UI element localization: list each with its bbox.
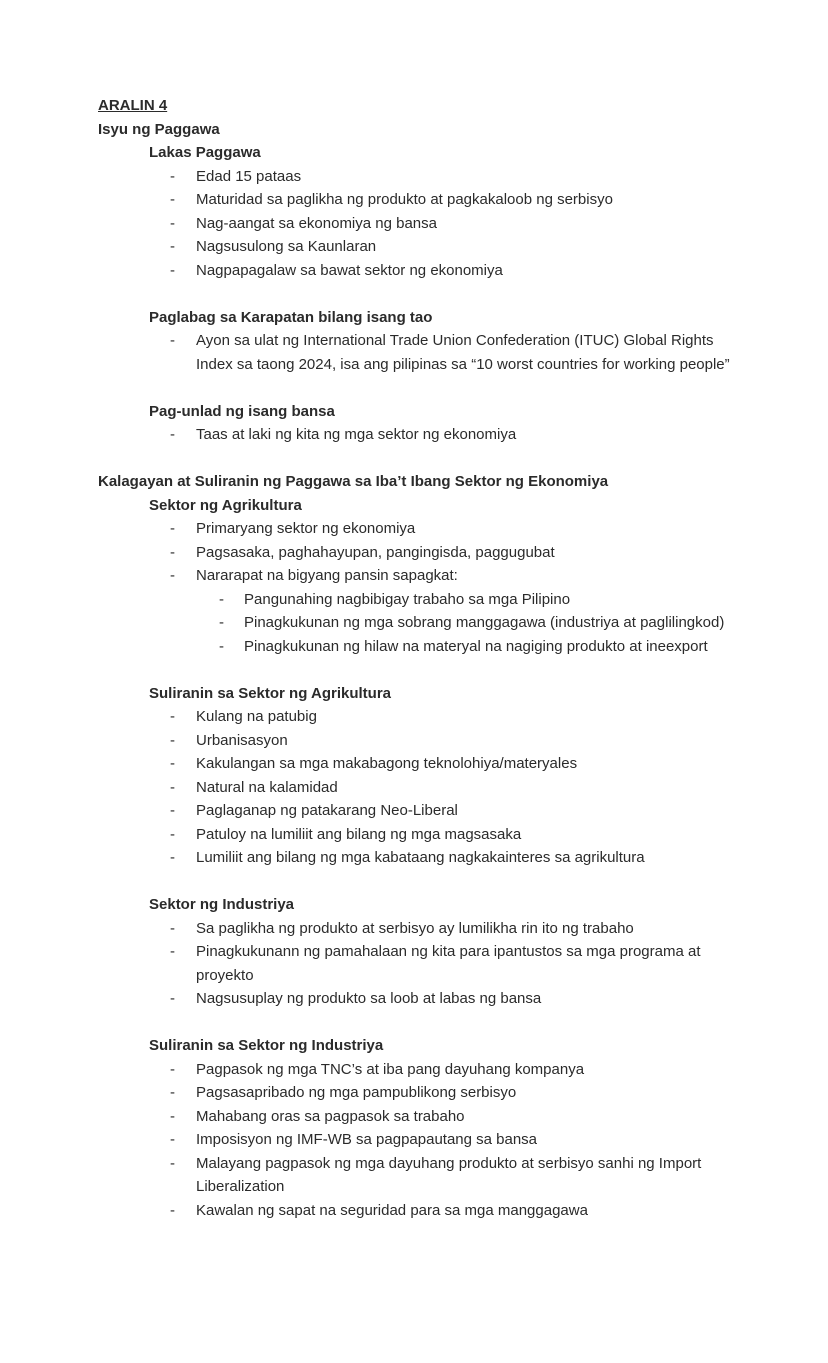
list-item-text: Taas at laki ng kita ng mga sektor ng ekonomiya — [196, 426, 517, 443]
bullet-dash: - — [170, 778, 175, 796]
list-item — [170, 917, 731, 941]
bullet-dash: - — [170, 238, 175, 255]
bullet-dash: - — [170, 520, 175, 537]
subsection-heading: Lakas Paggawa — [149, 144, 261, 161]
list-item — [170, 1199, 731, 1223]
bullet-dash: - — [170, 802, 175, 819]
list-item — [170, 423, 731, 447]
list-item-text: Nagsusulong sa Kaunlaran — [196, 238, 377, 255]
list-item — [170, 1128, 731, 1152]
list-item-text: Kawalan ng sapat na seguridad para sa mga manggagawa — [196, 1201, 588, 1219]
list-item-text: Patuloy na lumiliit ang bilang ng mga magsasaka — [196, 825, 522, 843]
list-item-text: Nag-aangat sa ekonomiya ng bansa — [196, 214, 437, 232]
list-item-text: Nagpapagalaw sa bawat sektor ng ekonomiya — [196, 261, 503, 279]
bullet-dash: - — [219, 614, 224, 631]
list-item-text: Maturidad sa paglikha ng produkto at pagkakaloob ng serbisyo — [196, 191, 613, 208]
section-heading: Isyu ng Paggawa — [98, 120, 220, 138]
list-item — [170, 705, 731, 729]
list-item-text: Malayang pagpasok ng mga dayuhang produkto at serbisyo sanhi ng Import Liberalization — [196, 1154, 702, 1195]
bullet-dash: - — [170, 214, 175, 232]
bullet-dash: - — [170, 943, 175, 960]
bullet-dash: - — [170, 1154, 175, 1172]
list-item-text: Urbanisasyon — [196, 731, 288, 749]
list-item-text: Pagsasapribado ng mga pampublikong serbisyo — [196, 1084, 517, 1101]
list-item-text: Pinagkukunan ng mga sobrang manggagawa (industriya at paglilingkod) — [244, 614, 725, 631]
bullet-dash: - — [170, 825, 175, 843]
list-item — [170, 1081, 731, 1105]
subsection-heading: Sektor ng Agrikultura — [149, 496, 302, 514]
blank-line — [0, 282, 731, 306]
list-item — [170, 823, 731, 847]
bullet-dash: - — [170, 731, 175, 749]
bullet-dash: - — [170, 1084, 175, 1101]
sub-list-item — [219, 635, 731, 659]
list-item-text: Kulang na patubig — [196, 708, 317, 725]
list-item — [170, 329, 731, 376]
blank-line — [0, 658, 731, 682]
list-item-text: Mahabang oras sa pagpasok sa trabaho — [196, 1107, 465, 1125]
bullet-dash: - — [170, 567, 175, 584]
list-item-text: Paglaganap ng patakarang Neo-Liberal — [196, 802, 458, 819]
list-item — [170, 212, 731, 236]
list-item-text: Pagsasaka, paghahayupan, pangingisda, paggugubat — [196, 543, 555, 561]
list-item — [170, 1105, 731, 1129]
bullet-dash: - — [170, 1060, 175, 1078]
list-item — [170, 799, 731, 823]
bullet-dash: - — [170, 1107, 175, 1125]
list-item — [170, 541, 731, 565]
list-item-text: Kakulangan sa mga makabagong teknolohiya/materyales — [196, 755, 578, 772]
bullet-dash: - — [170, 332, 175, 349]
list-item-text: Nararapat na bigyang pansin sapagkat: — [196, 567, 458, 584]
list-item — [170, 1058, 731, 1082]
bullet-dash: - — [170, 849, 175, 866]
list-item — [170, 752, 731, 776]
list-item-text: Sa paglikha ng produkto at serbisyo ay lumilikha rin ito ng trabaho — [196, 919, 634, 937]
subsection-heading: Suliranin sa Sektor ng Agrikultura — [149, 684, 391, 702]
bullet-dash: - — [170, 191, 175, 208]
list-item — [170, 564, 731, 588]
list-item-text: Pinagkukunann ng pamahalaan ng kita para ipantustos sa mga programa at proyekto — [196, 943, 701, 984]
subsection-heading: Suliranin sa Sektor ng Industriya — [149, 1037, 384, 1054]
bullet-dash: - — [170, 919, 175, 937]
list-item — [170, 517, 731, 541]
list-item-text: Lumiliit ang bilang ng mga kabataang nagkakainteres sa agrikultura — [196, 849, 645, 866]
section-heading: Kalagayan at Suliranin ng Paggawa sa Iba’t Ibang Sektor ng Ekonomiya — [98, 473, 609, 490]
list-item-text: Pangunahing nagbibigay trabaho sa mga Pilipino — [244, 590, 571, 608]
blank-line — [0, 1011, 731, 1035]
bullet-dash: - — [170, 167, 175, 185]
bullet-dash: - — [170, 755, 175, 772]
blank-line — [0, 870, 731, 894]
blank-line — [0, 376, 731, 400]
list-item-text: Pagpasok ng mga TNC’s at iba pang dayuhang kompanya — [196, 1060, 585, 1078]
list-item-text: Ayon sa ulat ng International Trade Union Confederation (ITUC) Global Rights Index sa taong 2024, isa ang pilipinas sa “10 worst countries for working people” — [196, 332, 730, 373]
subsection-heading: Paglabag sa Karapatan bilang isang tao — [149, 308, 433, 326]
list-item — [170, 846, 731, 870]
list-item — [170, 165, 731, 189]
bullet-dash: - — [170, 543, 175, 561]
list-item — [170, 188, 731, 212]
sub-list-item — [219, 611, 731, 635]
list-item — [170, 940, 731, 987]
bullet-dash: - — [219, 637, 224, 655]
list-item-text: Imposisyon ng IMF-WB sa pagpapautang sa bansa — [196, 1131, 538, 1148]
bullet-dash: - — [170, 1201, 175, 1219]
list-item-text: Pinagkukunan ng hilaw na materyal na nagiging produkto at ineexport — [244, 637, 708, 655]
list-item — [170, 776, 731, 800]
bullet-dash: - — [170, 1131, 175, 1148]
bullet-dash: - — [170, 261, 175, 279]
list-item — [170, 729, 731, 753]
bullet-dash: - — [170, 990, 175, 1007]
list-item-text: Primaryang sektor ng ekonomiya — [196, 520, 416, 537]
list-item-text: Edad 15 pataas — [196, 167, 302, 185]
subsection-heading: Sektor ng Industriya — [149, 896, 295, 913]
list-item-text: Nagsusuplay ng produkto sa loob at labas ng bansa — [196, 990, 542, 1007]
list-item — [170, 259, 731, 283]
list-item — [170, 1152, 731, 1199]
bullet-dash: - — [170, 426, 175, 443]
lesson-title: ARALIN 4 — [98, 97, 168, 114]
subsection-heading: Pag-unlad ng isang bansa — [149, 402, 335, 420]
list-item — [170, 235, 731, 259]
sub-list-item — [219, 588, 731, 612]
bullet-dash: - — [170, 708, 175, 725]
bullet-dash: - — [219, 590, 224, 608]
list-item-text: Natural na kalamidad — [196, 778, 338, 796]
blank-line — [0, 447, 731, 471]
list-item — [170, 987, 731, 1011]
